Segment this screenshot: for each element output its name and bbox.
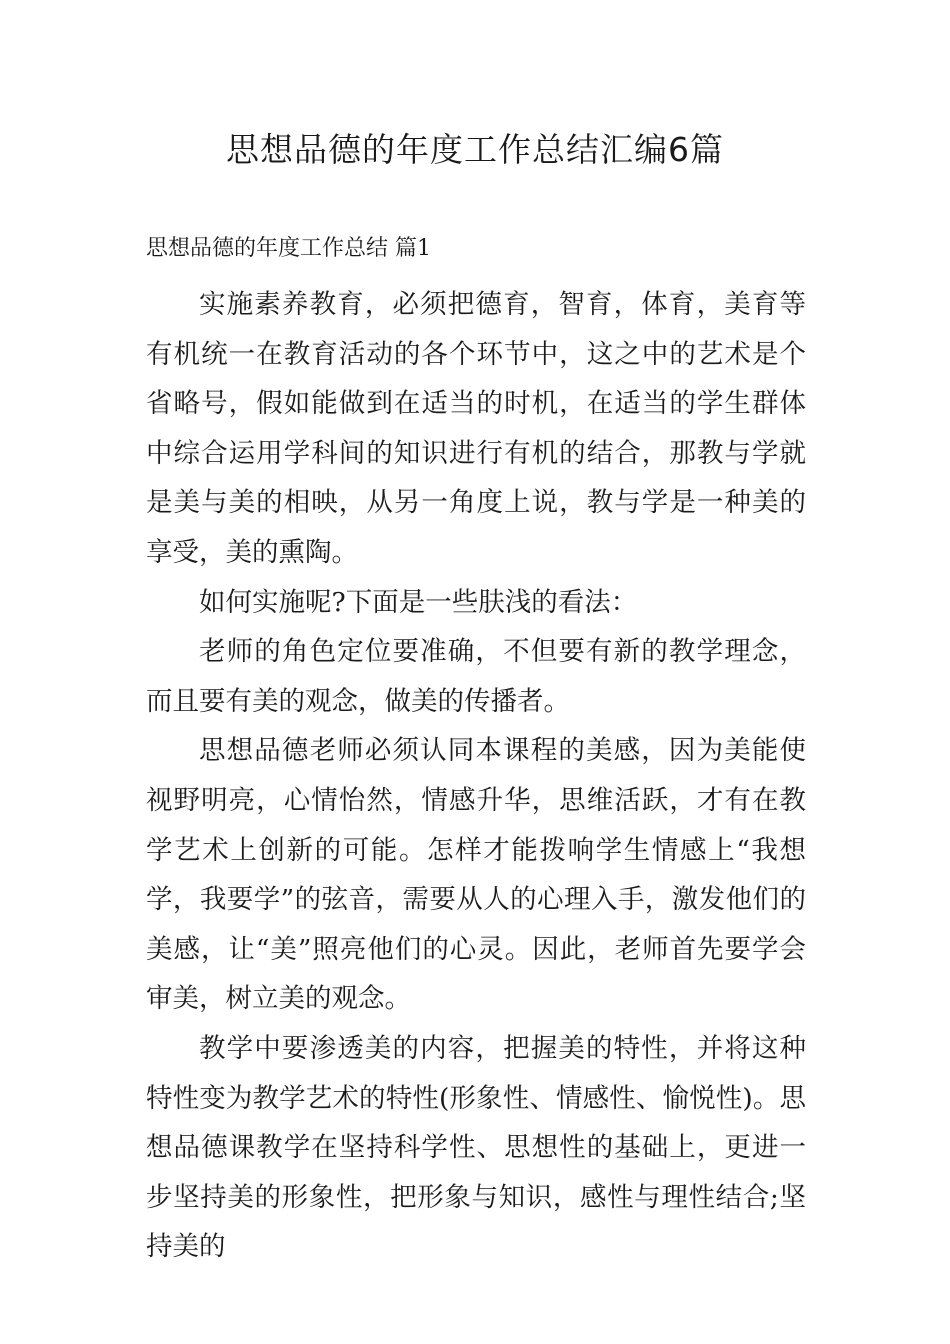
paragraph-2: 如何实施呢?下面是一些肤浅的看法： — [199, 586, 638, 618]
paragraph-4: 思想品德老师必须认同本课程的美感，因为美能使视野明亮，心情怡然，情感升华，思维活跃，才有在教学艺术上创新的可能。怎样才能拨响学生情感上“我想学，我要学”的弦音，需要从人的心理入手，激发他们的美感，让“美”照亮他们的心灵。因此，老师首先要学会审美，树立美的观念。 — [146, 735, 806, 1015]
document-body — [146, 230, 806, 1272]
paragraph-3: 老师的角色定位要准确，不但要有新的教学理念，而且要有美的观念，做美的传播者。 — [146, 636, 806, 717]
document-title: 思想品德的年度工作总结汇编6篇 — [226, 130, 724, 169]
paragraph-1: 实施素养教育，必须把德育，智育，体育，美育等有机统一在教育活动的各个环节中，这之中的艺术是个省略号，假如能做到在适当的时机，在适当的学生群体中综合运用学科间的知识进行有机的结合，那教与学就是美与美的相映，从另一角度上说，教与学是一种美的享受，美的熏陶。 — [146, 289, 806, 568]
section-heading: 思想品德的年度工作总结 篇1 — [146, 236, 431, 261]
paragraph-5: 教学中要渗透美的内容，把握美的特性，并将这种特性变为教学艺术的特性(形象性、情感性、愉悦性)。思想品德课教学在坚持科学性、思想性的基础上，更进一步坚持美的形象性，把形象与知识，感性与理性结合;坚持美的 — [146, 1032, 806, 1263]
